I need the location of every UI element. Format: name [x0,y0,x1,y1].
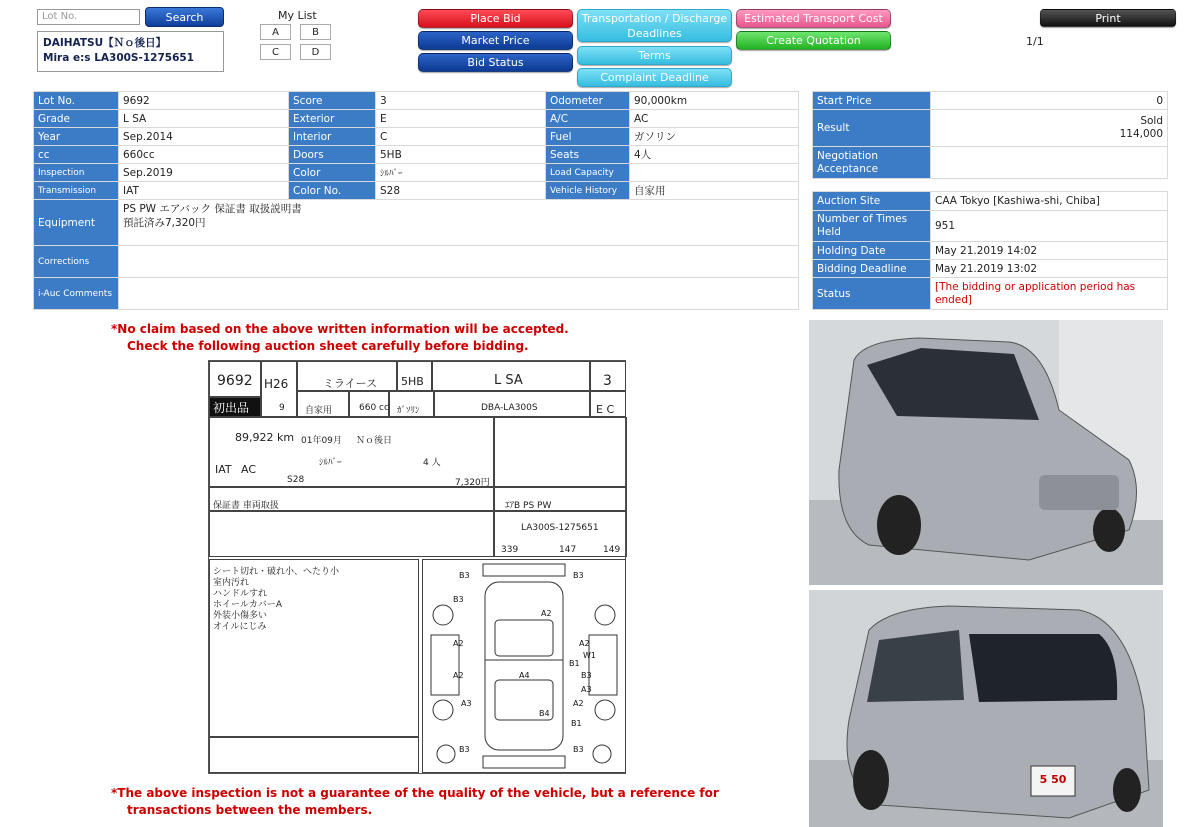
print-button[interactable]: Print [1040,9,1176,27]
mylist-d-button[interactable]: D [300,44,331,60]
vehicle-details-table [33,91,799,310]
sheet-plate: Ｎｏ後日 [356,436,393,446]
auction-site-label: Auction Site [813,192,931,211]
fuel-value: ガソリン [630,128,799,146]
sheet-note: シート切れ・破れ小、へたり小 [213,567,340,577]
svg-text:A3: A3 [461,699,472,708]
svg-text:A2: A2 [453,671,464,680]
svg-text:B3: B3 [581,671,592,680]
sheet-aircon: AC [241,463,257,476]
iauc-comments-label: i-Auc Comments [34,278,119,310]
transmission-value: IAT [119,182,289,200]
result-status: Sold [1140,115,1163,127]
inspection-value: Sep.2019 [119,164,289,182]
svg-text:A4: A4 [519,671,530,680]
equipment-line1: PS PW エアバック 保証書 取扱説明書 [123,203,302,215]
bidding-deadline-value: May 21.2019 13:02 [931,260,1168,278]
inspection-label: Inspection [34,164,119,182]
corrections-label: Corrections [34,246,119,278]
sheet-note: ホイールカバーA [213,600,282,610]
transport-deadlines-button[interactable] [577,9,732,42]
svg-text:A2: A2 [541,609,552,618]
score-label: Score [289,92,376,110]
ac-value: AC [630,110,799,128]
year-value: Sep.2014 [119,128,289,146]
sheet-use: 自家用 [305,406,333,416]
svg-text:B3: B3 [573,571,584,580]
sheet-ext-int: E C [596,403,615,416]
score-value: 3 [376,92,546,110]
vehicle-rear-photo[interactable] [809,590,1163,827]
times-held-value: 951 [931,211,1168,242]
sheet-shift: IAT [215,463,232,476]
status-label: Status [813,278,931,310]
seats-value: 4人 [630,146,799,164]
start-price-label: Start Price [813,92,931,110]
sheet-note: 外装小傷多い [213,611,268,621]
sheet-equipment: 保証書 車両取扱 [213,501,279,511]
svg-text:B3: B3 [573,745,584,754]
interior-label: Interior [289,128,376,146]
holding-date-label: Holding Date [813,242,931,260]
svg-text:B3: B3 [459,745,470,754]
sheet-mileage: 89,922 km [235,431,295,444]
sheet-color: ｼﾙﾊﾞｰ [319,458,342,468]
sheet-width: 147 [559,545,577,555]
sheet-first-listing: 初出品 [213,401,250,415]
sheet-cc: 660 cc [359,403,389,413]
bottom-notice-line2: transactions between the members. [127,803,373,817]
equipment-label: Equipment [34,200,119,246]
auction-sheet-image[interactable] [208,360,626,774]
sheet-fuel: ｶﾞｿﾘﾝ [397,406,420,416]
sheet-length: 339 [501,545,519,555]
bottom-notice-line1: *The above inspection is not a guarantee of the quality of the vehicle, but a reference for [111,786,719,800]
bid-status-button[interactable]: Bid Status [418,53,573,72]
equipment-value [119,200,799,246]
sheet-recycle: 7,320円 [455,478,490,488]
lot-no-value: 9692 [119,92,289,110]
load-capacity-value [630,164,799,182]
cc-label: cc [34,146,119,164]
car-front-photo-icon [809,320,1163,585]
mylist-b-button[interactable]: B [300,24,331,40]
market-price-button[interactable]: Market Price [418,31,573,50]
sheet-model: DBA-LA300S [481,403,538,413]
equipment-line2: 預託済み7,320円 [123,217,206,229]
exterior-label: Exterior [289,110,376,128]
create-quotation-button[interactable]: Create Quotation [736,31,891,50]
sheet-body: 5HB [401,375,424,388]
sheet-equip-right: ｴｱB PS PW [505,501,552,511]
odometer-value: 90,000km [630,92,799,110]
status-line2: ended] [935,293,973,306]
svg-text:A3: A3 [581,685,592,694]
negotiation-value [931,147,1168,179]
svg-text:B3: B3 [459,571,470,580]
seats-label: Seats [546,146,630,164]
status-value [931,278,1168,310]
car-title-box [37,31,224,72]
sheet-car-diagram [422,559,626,773]
top-notice-line2: Check the following auction sheet carefully before bidding. [127,339,529,353]
color-no-label: Color No. [289,182,376,200]
times-held-label-line1: Number of Times [817,213,908,225]
sheet-grade: L SA [494,373,523,388]
lot-no-label: Lot No. [34,92,119,110]
car-title-model: Mira e:s LA300S-1275651 [43,52,194,64]
sheet-lot: 9692 [217,373,253,389]
svg-text:B1: B1 [571,719,582,728]
svg-text:A2: A2 [579,639,590,648]
page-count: 1/1 [1026,35,1044,48]
sheet-inspection: 01年09月 [301,436,342,446]
color-value: ｼﾙﾊﾞｰ [376,164,546,182]
sheet-seats: 4 人 [423,458,441,468]
mylist-c-button[interactable]: C [260,44,291,60]
negotiation-label-line1: Negotiation [817,149,878,162]
transmission-label: Transmission [34,182,119,200]
negotiation-label-line2: Acceptance [817,162,879,175]
svg-text:W1: W1 [583,651,596,660]
start-price-value: 0 [931,92,1168,110]
exterior-value: E [376,110,546,128]
negotiation-label [813,147,931,179]
mylist-a-button[interactable]: A [260,24,291,40]
transport-deadlines-line1: Transportation / Discharge [581,12,728,25]
auction-info-table [812,191,1168,310]
times-held-label-line2: Held [817,226,841,238]
sheet-car-name: ミライース [323,377,378,390]
result-price: 114,000 [1119,128,1163,140]
my-list-label: My List [278,9,317,22]
transport-deadlines-line2: Deadlines [627,27,682,40]
sheet-note: 室内汚れ [213,578,250,588]
sheet-note: オイルにじみ [213,622,267,632]
grade-label: Grade [34,110,119,128]
rear-plate-text: 5 50 [1039,773,1067,786]
result-label: Result [813,110,931,147]
search-button[interactable]: Search [145,7,224,27]
sheet-score: 3 [603,373,612,389]
svg-text:A2: A2 [453,639,464,648]
complaint-deadline-button[interactable]: Complaint Deadline [577,68,732,87]
status-line1: [The bidding or application period has [935,280,1136,293]
svg-text:B4: B4 [539,709,550,718]
odometer-label: Odometer [546,92,630,110]
color-label: Color [289,164,376,182]
cc-value: 660cc [119,146,289,164]
auction-site-value: CAA Tokyo [Kashiwa-shi, Chiba] [931,192,1168,211]
corrections-value [119,246,799,278]
vehicle-history-value: 自家用 [630,182,799,200]
vehicle-front-photo[interactable] [809,320,1163,585]
top-notice-line1: *No claim based on the above written information will be accepted. [111,322,569,336]
holding-date-value: May 21.2019 14:02 [931,242,1168,260]
iauc-comments-value [119,278,799,310]
svg-text:B1: B1 [569,659,580,668]
color-no-value: S28 [376,182,546,200]
load-capacity-label: Load Capacity [546,164,630,182]
car-title-maker: DAIHATSU【Ｎｏ後日】 [43,37,167,49]
place-bid-button[interactable]: Place Bid [418,9,573,28]
vehicle-history-label: Vehicle History [546,182,630,200]
doors-value: 5HB [376,146,546,164]
svg-text:A2: A2 [573,699,584,708]
sheet-color-no: S28 [287,475,305,485]
bottom-notice [111,785,771,819]
result-value [931,110,1168,147]
grade-value: L SA [119,110,289,128]
ac-label: A/C [546,110,630,128]
sheet-inspector-notes [213,567,339,633]
bidding-deadline-label: Bidding Deadline [813,260,931,278]
doors-label: Doors [289,146,376,164]
car-diagram-icon [423,560,625,772]
auction-result-table [812,91,1168,179]
sheet-note: ハンドルすれ [213,589,268,599]
top-notice [111,321,711,355]
estimated-transport-cost-button[interactable]: Estimated Transport Cost [736,9,891,28]
fuel-label: Fuel [546,128,630,146]
car-rear-photo-icon [809,590,1163,827]
sheet-height: 149 [603,545,621,555]
year-label: Year [34,128,119,146]
times-held-label [813,211,931,242]
sheet-chassis: LA300S-1275651 [521,523,599,533]
lot-number-input[interactable]: Lot No. [37,9,140,25]
terms-button[interactable]: Terms [577,46,732,65]
interior-value: C [376,128,546,146]
svg-text:B3: B3 [453,595,464,604]
sheet-year: H26 [264,377,289,391]
sheet-month: 9 [279,403,285,413]
